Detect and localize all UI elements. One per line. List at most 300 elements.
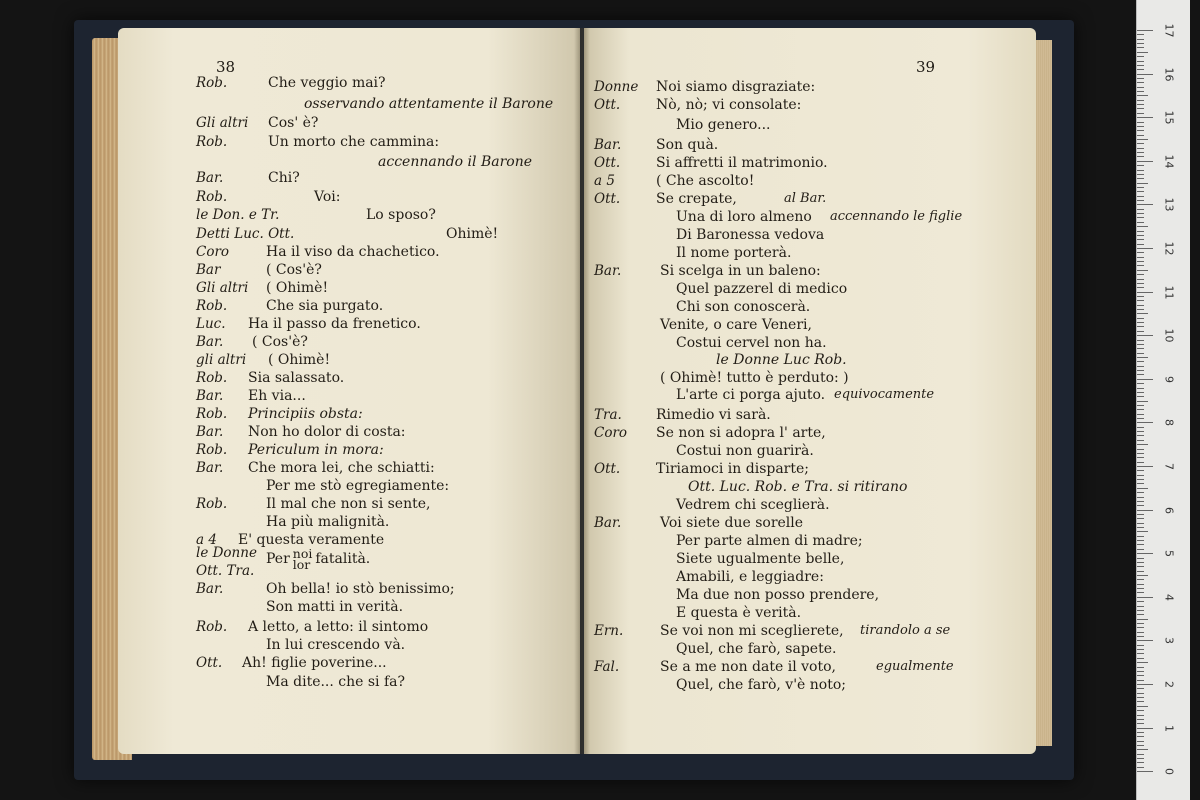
ruler-tick [1137, 122, 1144, 123]
ruler-tick [1137, 470, 1144, 471]
verse-line: Noi siamo disgraziate: [656, 79, 816, 95]
ruler-tick [1137, 518, 1144, 519]
ruler-tick [1137, 217, 1144, 218]
ruler-tick [1137, 248, 1153, 249]
ruler-tick [1137, 30, 1153, 31]
speaker-label: a 4 [196, 532, 217, 548]
ruler-tick [1137, 706, 1148, 707]
ruler-tick [1137, 34, 1144, 35]
verse-line: accennando il Barone [378, 154, 533, 170]
ruler-tick [1137, 296, 1144, 297]
ruler-tick [1137, 505, 1144, 506]
verse-line: Ma due non posso prendere, [676, 587, 880, 603]
ruler-tick [1137, 649, 1144, 650]
ruler-tick [1137, 148, 1144, 149]
ruler-tick [1137, 78, 1144, 79]
ruler-number: 14 [1162, 154, 1176, 169]
ruler-tick [1137, 191, 1144, 192]
ruler-tick [1137, 287, 1144, 288]
verse-line: ( Ohimè! [266, 280, 329, 296]
ruler-tick [1137, 344, 1144, 345]
ruler-tick [1137, 183, 1148, 184]
stage-direction: accennando le figlie [830, 209, 963, 224]
ruler-tick [1137, 135, 1144, 136]
ruler-tick [1137, 231, 1144, 232]
ruler-tick [1137, 174, 1144, 175]
verse-line: Una di loro almeno [676, 209, 812, 225]
verse-line: ( Ohimè! tutto è perduto: ) [660, 370, 849, 386]
verse-line: Per parte almen di madre; [676, 533, 863, 549]
ruler-tick [1137, 588, 1144, 589]
verse-line: Rimedio vi sarà. [656, 407, 771, 423]
ruler-tick [1137, 74, 1153, 75]
ruler-tick [1137, 562, 1144, 563]
verse-line: Che mora lei, che schiatti: [248, 460, 435, 476]
right-page [584, 28, 1036, 754]
ruler-tick [1137, 619, 1148, 620]
ruler-tick [1137, 152, 1144, 153]
ruler-tick [1137, 527, 1144, 528]
ruler-tick [1137, 754, 1144, 755]
ruler-number: 2 [1162, 681, 1176, 688]
ruler-number: 10 [1162, 328, 1176, 343]
speaker-label: Bar. [196, 424, 224, 440]
verse-line: Ott. Luc. Rob. e Tra. si ritirano [688, 479, 908, 495]
ruler-tick [1137, 235, 1144, 236]
ruler-tick [1137, 645, 1144, 646]
ruler-tick [1137, 117, 1153, 118]
ruler-tick [1137, 531, 1148, 532]
verse-line: Si affretti il matrimonio. [656, 155, 828, 171]
ruler-tick [1137, 335, 1153, 336]
ruler-tick [1137, 606, 1144, 607]
ruler-tick [1137, 749, 1148, 750]
ruler-tick [1137, 292, 1153, 293]
verse-line: Voi siete due sorelle [660, 515, 804, 531]
verse-line: Periculum in mora: [248, 442, 384, 458]
verse-line: Tiriamoci in disparte; [656, 461, 810, 477]
ruler-tick [1137, 601, 1144, 602]
ruler-tick [1137, 309, 1144, 310]
ruler-tick [1137, 361, 1144, 362]
ruler-tick [1137, 379, 1153, 380]
ruler-tick [1137, 414, 1144, 415]
ruler-tick [1137, 87, 1144, 88]
ruler-tick [1137, 252, 1144, 253]
ruler-tick [1137, 462, 1144, 463]
verse-line: Cos' è? [268, 115, 319, 131]
ruler-tick [1137, 584, 1144, 585]
ruler-tick [1137, 566, 1144, 567]
word-per: Per [266, 551, 290, 567]
ruler-tick [1137, 745, 1144, 746]
ruler-tick [1137, 449, 1144, 450]
speaker-label: Rob. [196, 406, 228, 422]
ruler-tick [1137, 405, 1144, 406]
speaker-label: Bar. [196, 581, 224, 597]
verse-line: Amabili, e leggiadre: [676, 569, 824, 585]
speaker-label: Ott. [594, 461, 621, 477]
ruler-tick [1137, 279, 1144, 280]
verse-line: ( Che ascolto! [656, 173, 755, 189]
ruler-tick [1137, 340, 1144, 341]
ruler-number: 15 [1162, 110, 1176, 125]
ruler-number: 8 [1162, 419, 1176, 427]
verse-line: L'arte ci porga ajuto. [676, 387, 826, 403]
ruler-tick [1137, 65, 1144, 66]
speaker-label: Bar [196, 262, 221, 278]
ruler-number: 16 [1162, 67, 1176, 82]
ruler-tick [1137, 370, 1144, 371]
ruler-tick [1137, 409, 1144, 410]
verse-line: Quel, che farò, sapete. [676, 641, 837, 657]
verse-line: Ah! figlie poverine... [242, 655, 387, 671]
speaker-label: Rob. [196, 442, 228, 458]
ruler-tick [1137, 388, 1144, 389]
page-number: 39 [916, 58, 936, 76]
ruler-tick [1137, 501, 1144, 502]
ruler-tick [1137, 435, 1144, 436]
speaker-label: Rob. [196, 75, 228, 91]
stage-direction: egualmente [876, 659, 954, 674]
ruler-tick [1137, 200, 1144, 201]
speaker-label: Tra. [594, 407, 622, 423]
ruler-number: 17 [1162, 23, 1176, 38]
verse-line: ( Cos'è? [266, 262, 322, 278]
ruler-tick [1137, 313, 1148, 314]
ruler-tick [1137, 662, 1148, 663]
ruler-tick [1137, 196, 1144, 197]
ruler-tick [1137, 571, 1144, 572]
ruler-tick [1137, 300, 1144, 301]
verse-line: Ha il passo da frenetico. [248, 316, 421, 332]
ruler-tick [1137, 239, 1144, 240]
ruler-tick [1137, 165, 1144, 166]
ruler-tick [1137, 466, 1153, 467]
speaker-label: Gli altri [196, 115, 249, 131]
ruler-tick [1137, 326, 1144, 327]
stage-direction: al Bar. [784, 191, 827, 206]
ruler-tick [1137, 257, 1144, 258]
ruler-tick [1137, 475, 1144, 476]
ruler-tick [1137, 52, 1148, 53]
ruler-number: 5 [1162, 550, 1176, 558]
ruler-tick [1137, 108, 1144, 109]
word-lor: lor [292, 557, 311, 572]
speaker-label: Bar. [594, 515, 622, 531]
ruler-tick [1137, 47, 1144, 48]
ruler-tick [1137, 100, 1144, 101]
ruler-tick [1137, 431, 1144, 432]
speaker-label: Luc. [196, 316, 226, 332]
ruler-tick [1137, 261, 1144, 262]
ruler-tick [1137, 440, 1144, 441]
ruler-tick [1137, 597, 1153, 598]
speaker-label: Bar. [594, 263, 622, 279]
verse-line: Che sia purgato. [266, 298, 384, 314]
speaker-label: Ott. Tra. [196, 563, 255, 579]
ruler-tick [1137, 139, 1148, 140]
speaker-label: Coro [196, 244, 230, 260]
ruler-tick [1137, 156, 1144, 157]
speaker-label: Donne [594, 79, 639, 95]
ruler-tick [1137, 209, 1144, 210]
ruler-tick [1137, 640, 1153, 641]
ruler-tick [1137, 771, 1153, 772]
ruler-tick [1137, 723, 1144, 724]
verse-line: Lo sposo? [366, 207, 436, 223]
ruler-tick [1137, 736, 1144, 737]
verse-line: Oh bella! io stò benissimo; [266, 581, 455, 597]
verse-line: Principiis obsta: [248, 406, 363, 422]
speaker-label: Rob. [196, 370, 228, 386]
speaker-label: Bar. [196, 170, 224, 186]
ruler-tick [1137, 553, 1153, 554]
ruler-tick [1137, 762, 1144, 763]
speaker-label: Detti Luc. Ott. [196, 226, 295, 242]
ruler-number: 1 [1162, 724, 1176, 732]
verse-line: le Donne Luc Rob. [716, 352, 847, 368]
ruler-tick [1137, 728, 1153, 729]
ruler-tick [1137, 680, 1144, 681]
verse-line: Chi? [268, 170, 300, 186]
speaker-label: Bar. [196, 334, 224, 350]
ruler-tick [1137, 497, 1144, 498]
verse-line: A letto, a letto: il sintomo [248, 619, 429, 635]
verse-line: Sia salassato. [248, 370, 345, 386]
page-edges-right [1034, 40, 1052, 746]
ruler-number: 12 [1162, 241, 1176, 256]
verse-line: In lui crescendo và. [266, 637, 406, 653]
speaker-label: Rob. [196, 189, 228, 205]
ruler-tick [1137, 392, 1144, 393]
ruler-tick [1137, 331, 1144, 332]
ruler-tick [1137, 91, 1144, 92]
ruler-tick [1137, 697, 1144, 698]
verse-line: Non ho dolor di costa: [248, 424, 406, 440]
verse-line: Se crepate, [656, 191, 737, 207]
speaker-label: le Donne [196, 545, 257, 561]
speaker-label: Coro [594, 425, 628, 441]
ruler-tick [1137, 143, 1144, 144]
ruler-tick [1137, 274, 1144, 275]
ruler-tick [1137, 82, 1144, 83]
ruler-tick [1137, 675, 1144, 676]
ruler-tick [1137, 614, 1144, 615]
ruler-tick [1137, 710, 1144, 711]
speaker-label: gli altri [196, 352, 247, 368]
ruler-tick [1137, 161, 1153, 162]
verse-line: Costui non guarirà. [676, 443, 814, 459]
ruler-tick [1137, 104, 1144, 105]
ruler-tick [1137, 113, 1144, 114]
ruler-tick [1137, 558, 1144, 559]
speaker-label: a 5 [594, 173, 615, 189]
ruler-tick [1137, 483, 1144, 484]
ruler-tick [1137, 767, 1144, 768]
ruler-tick [1137, 213, 1144, 214]
ruler-tick [1137, 653, 1144, 654]
ruler-tick [1137, 684, 1153, 685]
ruler-tick [1137, 444, 1148, 445]
verse-line: Che veggio mai? [268, 75, 386, 91]
verse-line: Voi: [314, 189, 341, 205]
ruler-tick [1137, 623, 1144, 624]
verse-line: Se non si adopra l' arte, [656, 425, 826, 441]
ruler-tick [1137, 732, 1144, 733]
ruler-tick [1137, 222, 1144, 223]
ruler-tick [1137, 270, 1148, 271]
verse-line: Un morto che cammina: [268, 134, 440, 150]
ruler-tick [1137, 374, 1144, 375]
ruler-tick [1137, 226, 1148, 227]
ruler-tick [1137, 396, 1144, 397]
ruler-number: 0 [1162, 768, 1176, 776]
verse-line: Mio genero... [676, 117, 771, 133]
speaker-label: Ott. [594, 191, 621, 207]
ruler-tick [1137, 741, 1144, 742]
ruler-tick [1137, 610, 1144, 611]
speaker-label: Ott. [594, 97, 621, 113]
verse-line: Il mal che non si sente, [266, 496, 431, 512]
ruler-tick [1137, 244, 1144, 245]
verse-line: Il nome porterà. [676, 245, 792, 261]
verse-line: Se voi non mi sceglierete, [660, 623, 844, 639]
ruler-tick [1137, 632, 1144, 633]
word-fatalita: fatalità. [315, 551, 371, 567]
speaker-label: Ern. [594, 623, 624, 639]
speaker-label: Bar. [196, 460, 224, 476]
verse-line: osservando attentamente il Barone [304, 96, 554, 112]
verse-line: Si scelga in un baleno: [660, 263, 821, 279]
ruler-tick [1137, 627, 1144, 628]
page-number: 38 [216, 58, 236, 76]
ruler-tick [1137, 693, 1144, 694]
verse-line: Vedrem chi sceglierà. [676, 497, 830, 513]
speaker-label: le Don. e Tr. [196, 207, 280, 223]
ruler-tick [1137, 187, 1144, 188]
ruler-tick [1137, 305, 1144, 306]
verse-line: Ohimè! [446, 226, 499, 242]
ruler-tick [1137, 265, 1144, 266]
ruler-tick [1137, 658, 1144, 659]
verse-line: ( Cos'è? [252, 334, 308, 350]
ruler-number: 11 [1162, 285, 1176, 300]
ruler-tick [1137, 758, 1144, 759]
ruler-tick [1137, 536, 1144, 537]
ruler-tick [1137, 95, 1148, 96]
verse-line: Venite, o care Veneri, [660, 317, 812, 333]
ruler-tick [1137, 39, 1144, 40]
verse-line: Di Baronessa vedova [676, 227, 825, 243]
ruler-tick [1137, 715, 1144, 716]
pronoun-stack [293, 548, 313, 570]
ruler-tick [1137, 56, 1144, 57]
ruler-tick [1137, 126, 1144, 127]
ruler-tick [1137, 357, 1148, 358]
book-gutter [574, 28, 590, 754]
verse-line: Nò, nò; vi consolate: [656, 97, 802, 113]
ruler-tick [1137, 427, 1144, 428]
ruler-tick [1137, 667, 1144, 668]
ruler-number: 7 [1162, 463, 1176, 470]
word-noi: noi [292, 546, 313, 561]
ruler-tick [1137, 510, 1153, 511]
ruler-number: 13 [1162, 197, 1176, 212]
ruler-tick [1137, 418, 1144, 419]
ruler-number: 3 [1162, 637, 1176, 645]
ruler-tick [1137, 592, 1144, 593]
verse-line: Chi son conoscerà. [676, 299, 811, 315]
ruler-number: 9 [1162, 375, 1176, 383]
speaker-label: Ott. [196, 655, 223, 671]
ruler-tick [1137, 671, 1144, 672]
speaker-label: Gli altri [196, 280, 249, 296]
ruler-tick [1137, 488, 1148, 489]
ruler-tick [1137, 401, 1148, 402]
verse-line: Quel, che farò, v'è noto; [676, 677, 847, 693]
ruler-tick [1137, 353, 1144, 354]
ruler-tick [1137, 575, 1148, 576]
speaker-label: Rob. [196, 496, 228, 512]
verse-line: Eh via... [248, 388, 306, 404]
left-page [118, 28, 580, 754]
ruler-tick [1137, 514, 1144, 515]
verse-line: Siete ugualmente belle, [676, 551, 845, 567]
ruler-tick [1137, 283, 1144, 284]
ruler-tick [1137, 348, 1144, 349]
ruler-tick [1137, 170, 1144, 171]
speaker-label: Fal. [594, 659, 620, 675]
verse-line: Son quà. [656, 137, 719, 153]
ruler-tick [1137, 130, 1144, 131]
ruler-tick [1137, 479, 1144, 480]
verse-line: Ma dite... che si fa? [266, 674, 406, 690]
speaker-label: Rob. [196, 298, 228, 314]
verse-line: Ha più malignità. [266, 514, 390, 530]
ruler-number: 4 [1162, 593, 1176, 601]
ruler-tick [1137, 701, 1144, 702]
stage-direction: equivocamente [834, 387, 935, 402]
verse-line: E' questa veramente [238, 532, 385, 548]
ruler-number: 6 [1162, 506, 1176, 514]
ruler-tick [1137, 61, 1144, 62]
speaker-label: Bar. [594, 137, 622, 153]
verse-line: Son matti in verità. [266, 599, 404, 615]
ruler-tick [1137, 453, 1144, 454]
speaker-label: Ott. [594, 155, 621, 171]
verse-line: Quel pazzerel di medico [676, 281, 848, 297]
ruler-tick [1137, 540, 1144, 541]
ruler-tick [1137, 69, 1144, 70]
ruler-tick [1137, 457, 1144, 458]
speaker-label: Rob. [196, 619, 228, 635]
ruler-tick [1137, 318, 1144, 319]
speaker-label: Bar. [196, 388, 224, 404]
verse-line: Costui cervel non ha. [676, 335, 827, 351]
verse-line: Per me stò egregiamente: [266, 478, 450, 494]
measuring-ruler [1136, 0, 1190, 800]
stage-direction: tirandolo a se [860, 623, 951, 638]
ruler-tick [1137, 178, 1144, 179]
ruler-tick [1137, 43, 1144, 44]
verse-line-fatalita [266, 548, 370, 570]
speaker-label: Rob. [196, 134, 228, 150]
ruler-tick [1137, 322, 1144, 323]
ruler-tick [1137, 422, 1153, 423]
ruler-tick [1137, 688, 1144, 689]
verse-line: Se a me non date il voto, [660, 659, 836, 675]
